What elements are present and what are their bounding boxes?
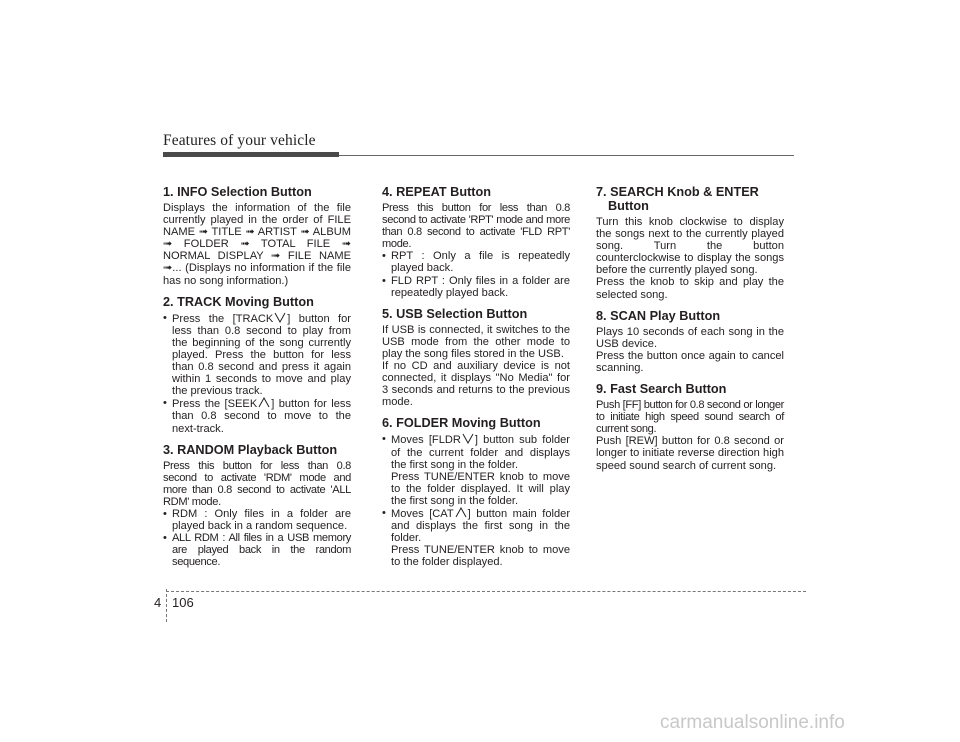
section-info-title: 1. INFO Selection Button [163,185,312,199]
header-bar [163,152,339,157]
section-random-title: 3. RANDOM Playback Button [163,442,338,457]
watermark: carmanualsonline.info [660,712,845,733]
section-usb-title: 5. USB Selection Button [382,306,528,321]
section-search-body-2: Press the knob to skip and play the selected song. [596,276,784,301]
section-track-title: 2. TRACK Moving Button [163,294,314,309]
list-item: • Moves [CAT ] button main folder and displays the first song in the folder. [382,506,571,545]
section-fast-search-body-2: Push [REW] button for 0.8 second or longer to initiate reverse direction high speed sound search of current song. [596,435,784,472]
list-item: • RDM : Only files in a folder are played back in a random sequence. [163,507,351,533]
column-1 [163,185,351,568]
chevron-down-icon [462,433,474,444]
section-scan-body-1: Plays 10 seconds of each song in the USB device. [596,325,784,350]
column-3 [596,185,784,472]
footer-divider [166,589,167,622]
header-rule [339,155,794,156]
chevron-down-icon [274,312,286,323]
list-item: • FLD RPT : Only files in a folder are repeatedly played back. [382,274,570,299]
list-item: • Press the [SEEK ] button for less than 0.8 second to move to the next-track. [163,397,351,435]
section-fast-search-body-1: Push [FF] button for 0.8 second or longer to initiate high speed sound search of current song. [596,399,784,436]
section-repeat-body: Press this button for less than 0.8 second to activate 'RPT' mode and more than 0.8 second to activate 'FLD RPT' mode. [382,202,570,251]
section-search-body-1: Turn this knob clockwise to display the songs next to the currently played song. Turn the button counterclockwise to display the songs before the currently played song. [596,216,784,277]
page-number: 106 [172,595,194,610]
chevron-up-icon [455,507,467,518]
list-item: • Press the [TRACK ] button for less than 0.8 second to play from the beginning of the song currently played. Press the button for less than 0.8 second and press it again within 1 seconds to move and play the previous track. [163,311,351,398]
chevron-up-icon [258,397,270,408]
section-scan-title: 8. SCAN Play Button [596,308,721,323]
list-item-note: Press TUNE/ENTER knob to move to the folder displayed. It will play the first song in the folder. [391,470,570,507]
section-random-body: Press this button for less than 0.8 second to activate 'RDM' mode and more than 0.8 second to activate 'ALL RDM' mode. [163,459,351,508]
page-header-title: Features of your vehicle [163,132,316,149]
section-scan-body-2: Press the button once again to cancel scanning. [596,349,784,374]
column-2 [382,185,570,568]
section-folder-title: 6. FOLDER Moving Button [382,416,541,431]
section-search-title: 7. SEARCH Knob & ENTER Button [596,185,759,213]
list-item-note: Press TUNE/ENTER knob to move to the folder displayed. [391,544,570,569]
list-item: • Moves [FLDR ] button sub folder of the current folder and displays the first song in the folder. [382,433,570,471]
list-item: • RPT : Only a file is repeatedly played back. [382,250,570,275]
section-fast-search-title: 9. Fast Search Button [596,382,727,397]
section-info-body: Displays the information of the file currently played in the order of FILE NAME ➟ TITLE ➟ ARTIST ➟ ALBUM ➟ FOLDER ➟ TOTAL FILE ➟ NORMAL DISPLAY ➟ FILE NAME ➟... (Displays no information if the file has no song information.) [163,202,351,287]
section-usb-body-1: If USB is connected, it switches to the USB mode from the other mode to play the song files stored in the USB. [382,323,570,360]
footer-rule [166,591,806,592]
section-usb-body-2: If no CD and auxiliary device is not connected, it displays "No Media" for 3 seconds and returns to the previous mode. [382,360,570,409]
list-item: • ALL RDM : All files in a USB memory are played back in the random sequence. [163,532,351,569]
section-repeat-title: 4. REPEAT Button [382,185,492,199]
chapter-number: 4 [154,595,162,610]
